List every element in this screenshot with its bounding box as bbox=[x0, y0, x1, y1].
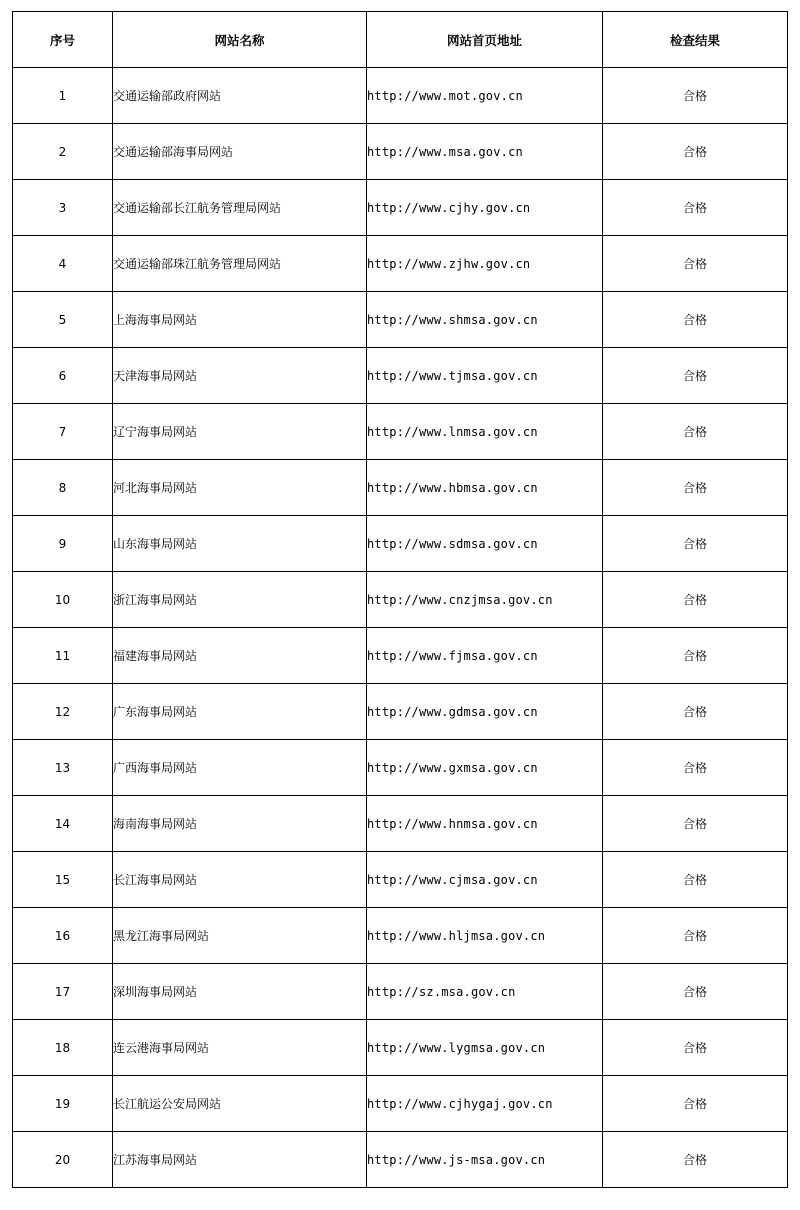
website-url: http://www.gxmsa.gov.cn bbox=[367, 740, 603, 796]
website-url: http://www.msa.gov.cn bbox=[367, 124, 603, 180]
website-url: http://www.mot.gov.cn bbox=[367, 68, 603, 124]
row-number: 1 bbox=[13, 68, 113, 124]
row-number: 5 bbox=[13, 292, 113, 348]
table-row bbox=[13, 628, 788, 684]
check-result: 合格 bbox=[603, 236, 788, 292]
check-result: 合格 bbox=[603, 964, 788, 1020]
website-url: http://www.zjhw.gov.cn bbox=[367, 236, 603, 292]
row-number: 4 bbox=[13, 236, 113, 292]
website-url: http://www.hbmsa.gov.cn bbox=[367, 460, 603, 516]
table-row bbox=[13, 684, 788, 740]
website-inspection-table bbox=[12, 11, 788, 1188]
row-number: 12 bbox=[13, 684, 113, 740]
row-number: 11 bbox=[13, 628, 113, 684]
check-result: 合格 bbox=[603, 908, 788, 964]
website-url: http://www.tjmsa.gov.cn bbox=[367, 348, 603, 404]
table-row bbox=[13, 740, 788, 796]
check-result: 合格 bbox=[603, 180, 788, 236]
website-url: http://www.hljmsa.gov.cn bbox=[367, 908, 603, 964]
website-name: 交通运输部珠江航务管理局网站 bbox=[113, 236, 367, 292]
website-name: 深圳海事局网站 bbox=[113, 964, 367, 1020]
table-row bbox=[13, 180, 788, 236]
website-name: 上海海事局网站 bbox=[113, 292, 367, 348]
table-row bbox=[13, 1132, 788, 1188]
table-row bbox=[13, 964, 788, 1020]
check-result: 合格 bbox=[603, 1020, 788, 1076]
check-result: 合格 bbox=[603, 68, 788, 124]
table-row bbox=[13, 68, 788, 124]
website-url: http://www.cnzjmsa.gov.cn bbox=[367, 572, 603, 628]
check-result: 合格 bbox=[603, 684, 788, 740]
header-url: 网站首页地址 bbox=[367, 12, 603, 68]
table-row bbox=[13, 852, 788, 908]
check-result: 合格 bbox=[603, 516, 788, 572]
website-url: http://www.sdmsa.gov.cn bbox=[367, 516, 603, 572]
website-url: http://www.cjmsa.gov.cn bbox=[367, 852, 603, 908]
website-name: 长江航运公安局网站 bbox=[113, 1076, 367, 1132]
row-number: 8 bbox=[13, 460, 113, 516]
website-name: 天津海事局网站 bbox=[113, 348, 367, 404]
row-number: 17 bbox=[13, 964, 113, 1020]
check-result: 合格 bbox=[603, 852, 788, 908]
row-number: 7 bbox=[13, 404, 113, 460]
table-row bbox=[13, 292, 788, 348]
row-number: 6 bbox=[13, 348, 113, 404]
website-name: 交通运输部长江航务管理局网站 bbox=[113, 180, 367, 236]
check-result: 合格 bbox=[603, 460, 788, 516]
website-name: 长江海事局网站 bbox=[113, 852, 367, 908]
table-body bbox=[13, 68, 788, 1188]
website-url: http://www.lygmsa.gov.cn bbox=[367, 1020, 603, 1076]
row-number: 2 bbox=[13, 124, 113, 180]
row-number: 20 bbox=[13, 1132, 113, 1188]
website-name: 连云港海事局网站 bbox=[113, 1020, 367, 1076]
table-row bbox=[13, 908, 788, 964]
check-result: 合格 bbox=[603, 292, 788, 348]
website-name: 河北海事局网站 bbox=[113, 460, 367, 516]
check-result: 合格 bbox=[603, 740, 788, 796]
check-result: 合格 bbox=[603, 404, 788, 460]
website-name: 广西海事局网站 bbox=[113, 740, 367, 796]
check-result: 合格 bbox=[603, 572, 788, 628]
row-number: 15 bbox=[13, 852, 113, 908]
header-no: 序号 bbox=[13, 12, 113, 68]
website-name: 海南海事局网站 bbox=[113, 796, 367, 852]
website-name: 交通运输部海事局网站 bbox=[113, 124, 367, 180]
row-number: 19 bbox=[13, 1076, 113, 1132]
row-number: 14 bbox=[13, 796, 113, 852]
website-name: 浙江海事局网站 bbox=[113, 572, 367, 628]
website-url: http://www.shmsa.gov.cn bbox=[367, 292, 603, 348]
website-url: http://www.fjmsa.gov.cn bbox=[367, 628, 603, 684]
website-url: http://www.cjhy.gov.cn bbox=[367, 180, 603, 236]
website-url: http://www.lnmsa.gov.cn bbox=[367, 404, 603, 460]
table-row bbox=[13, 1076, 788, 1132]
row-number: 16 bbox=[13, 908, 113, 964]
row-number: 9 bbox=[13, 516, 113, 572]
website-name: 福建海事局网站 bbox=[113, 628, 367, 684]
table-row bbox=[13, 460, 788, 516]
website-name: 广东海事局网站 bbox=[113, 684, 367, 740]
table-row bbox=[13, 516, 788, 572]
row-number: 13 bbox=[13, 740, 113, 796]
row-number: 18 bbox=[13, 1020, 113, 1076]
website-url: http://www.gdmsa.gov.cn bbox=[367, 684, 603, 740]
table-row bbox=[13, 1020, 788, 1076]
table-row bbox=[13, 404, 788, 460]
check-result: 合格 bbox=[603, 1076, 788, 1132]
check-result: 合格 bbox=[603, 1132, 788, 1188]
row-number: 3 bbox=[13, 180, 113, 236]
table-row bbox=[13, 236, 788, 292]
website-url: http://www.js-msa.gov.cn bbox=[367, 1132, 603, 1188]
check-result: 合格 bbox=[603, 628, 788, 684]
check-result: 合格 bbox=[603, 348, 788, 404]
table-row bbox=[13, 348, 788, 404]
table-row bbox=[13, 572, 788, 628]
website-url: http://www.hnmsa.gov.cn bbox=[367, 796, 603, 852]
website-name: 山东海事局网站 bbox=[113, 516, 367, 572]
website-url: http://www.cjhygaj.gov.cn bbox=[367, 1076, 603, 1132]
website-name: 江苏海事局网站 bbox=[113, 1132, 367, 1188]
check-result: 合格 bbox=[603, 796, 788, 852]
table-row bbox=[13, 796, 788, 852]
header-name: 网站名称 bbox=[113, 12, 367, 68]
website-name: 黑龙江海事局网站 bbox=[113, 908, 367, 964]
website-name: 交通运输部政府网站 bbox=[113, 68, 367, 124]
row-number: 10 bbox=[13, 572, 113, 628]
check-result: 合格 bbox=[603, 124, 788, 180]
table-row bbox=[13, 124, 788, 180]
website-name: 辽宁海事局网站 bbox=[113, 404, 367, 460]
website-url: http://sz.msa.gov.cn bbox=[367, 964, 603, 1020]
header-row bbox=[13, 12, 788, 68]
header-result: 检查结果 bbox=[603, 12, 788, 68]
